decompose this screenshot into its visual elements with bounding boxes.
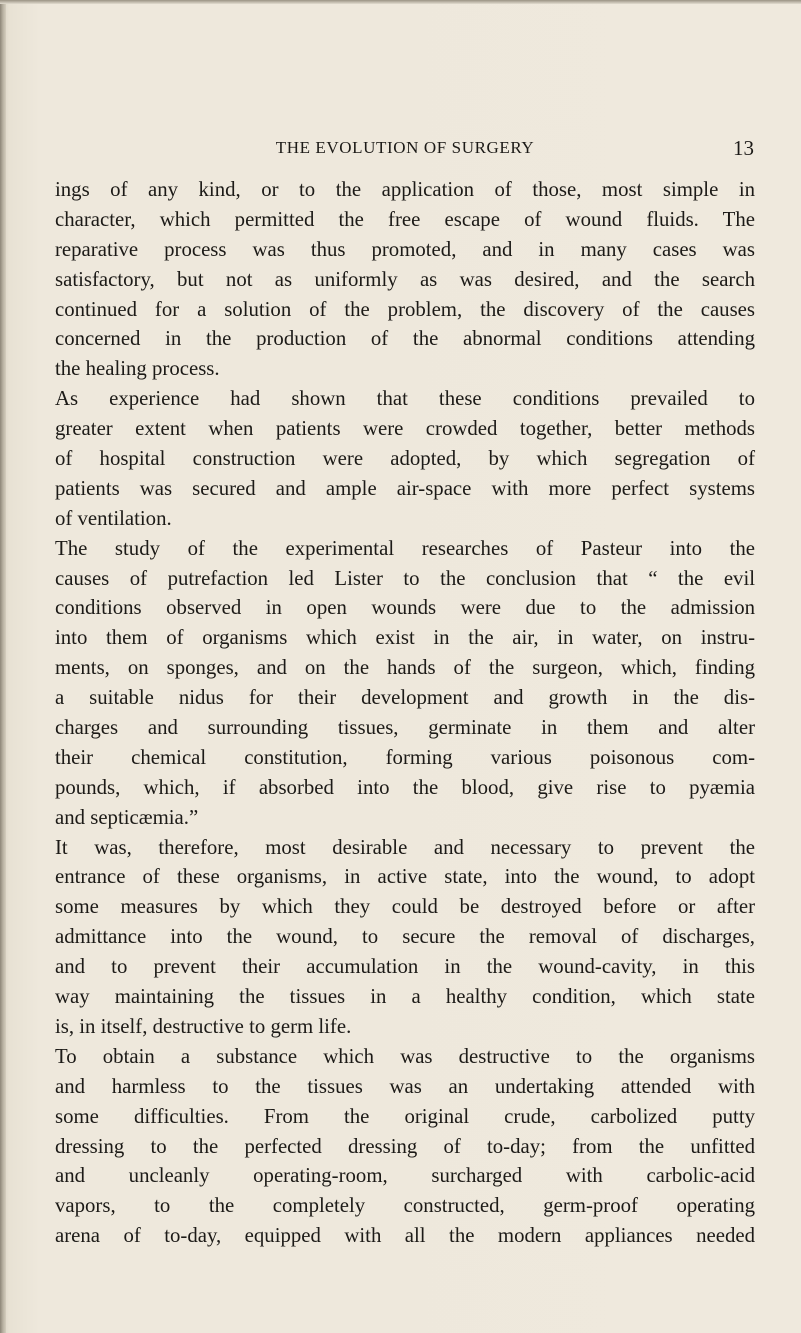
text-line: continued for a solution of the problem, the discovery of the causes — [55, 297, 755, 321]
page-number: 13 — [733, 136, 754, 160]
text-line: and harmless to the tissues was an undertaking attended with — [55, 1074, 755, 1098]
text-line: and uncleanly operating-room, surcharged with carbolic-acid — [55, 1164, 755, 1188]
text-line: arena of to-day, equipped with all the modern appliances needed — [55, 1224, 755, 1248]
text-line: pounds, which, if absorbed into the blood, give rise to pyæmia — [55, 775, 755, 799]
text-line: the healing process. — [55, 357, 220, 381]
running-title: THE EVOLUTION OF SURGERY — [275, 138, 535, 157]
text-line: their chemical constitution, forming various poisonous com- — [55, 745, 755, 769]
text-line: charges and surrounding tissues, germinate in them and alter — [55, 716, 755, 740]
text-line: way maintaining the tissues in a healthy condition, which state — [55, 985, 755, 1009]
text-line: satisfactory, but not as uniformly as was desired, and the search — [55, 267, 755, 291]
text-line: into them of organisms which exist in the air, in water, on instru- — [55, 626, 755, 650]
text-line: is, in itself, destructive to germ life. — [55, 1014, 352, 1038]
text-line: causes of putrefaction led Lister to the conclusion that “ the evil — [55, 566, 755, 590]
text-line: character, which permitted the free escape of wound fluids. The — [55, 207, 755, 231]
text-line: some measures by which they could be destroyed before or after — [55, 895, 755, 919]
text-line: patients was secured and ample air-space with more perfect systems — [55, 476, 755, 500]
text-line: To obtain a substance which was destructive to the organisms — [55, 1044, 755, 1068]
text-line: of hospital construction were adopted, by which segregation of — [55, 447, 755, 471]
text-line: of ventilation. — [55, 506, 172, 530]
text-line: entrance of these organisms, in active state, into the wound, to adopt — [55, 865, 755, 889]
text-line: concerned in the production of the abnormal conditions attending — [55, 327, 755, 351]
binding-edge — [0, 0, 6, 1333]
text-line: greater extent when patients were crowded together, better methods — [55, 417, 755, 441]
text-line: reparative process was thus promoted, and in many cases was — [55, 237, 755, 261]
text-line: dressing to the perfected dressing of to-day; from the unfitted — [55, 1134, 755, 1158]
text-line: conditions observed in open wounds were due to the admission — [55, 596, 755, 620]
text-line: The study of the experimental researches of Pasteur into the — [55, 536, 755, 560]
text-line: and to prevent their accumulation in the wound-cavity, in this — [55, 955, 755, 979]
text-line: ments, on sponges, and on the hands of the surgeon, which, finding — [55, 656, 755, 680]
body-text — [55, 175, 755, 1251]
page-top-edge — [0, 0, 801, 4]
text-line: a suitable nidus for their development and growth in the dis- — [55, 686, 755, 710]
text-line: ings of any kind, or to the application of those, most simple in — [55, 178, 755, 201]
text-line: As experience had shown that these conditions prevailed to — [55, 387, 755, 411]
text-line: and septicæmia.” — [55, 805, 199, 829]
text-line: vapors, to the completely constructed, germ-proof operating — [55, 1194, 755, 1218]
text-line: It was, therefore, most desirable and necessary to prevent the — [55, 835, 755, 859]
text-line: admittance into the wound, to secure the removal of discharges, — [55, 925, 755, 949]
running-head — [56, 133, 754, 163]
text-line: some difficulties. From the original crude, carbolized putty — [55, 1104, 755, 1128]
